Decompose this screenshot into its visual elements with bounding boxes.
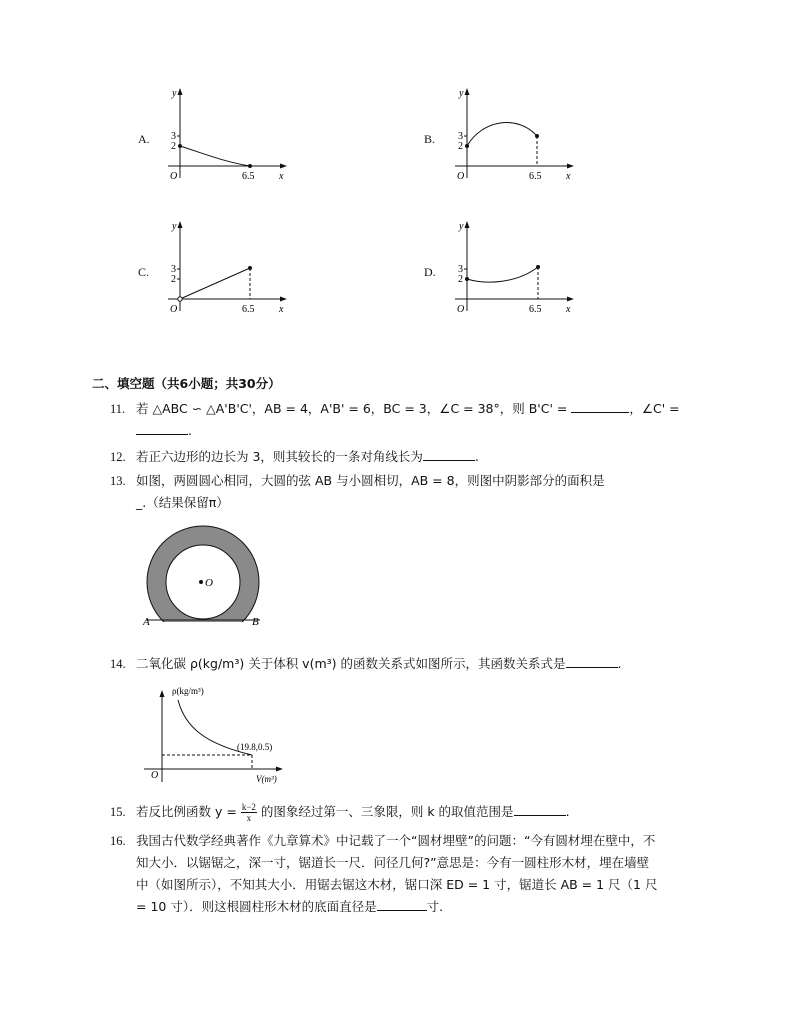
xtick: 6.5 <box>242 171 255 182</box>
ytick-2: 2 <box>458 274 463 285</box>
question-14: 14. 二氧化碳 ρ(kg/m³) 关于体积 v(m³) 的函数关系式如图所示，其函数关系式是 . <box>110 653 710 675</box>
option-d-graph <box>447 219 577 315</box>
answer-blank <box>566 655 618 668</box>
ytick-3: 3 <box>171 264 176 275</box>
option-d-letter: D. <box>424 265 436 279</box>
center-label: O <box>205 577 213 589</box>
y-axis-label: ρ(kg/m³) <box>172 686 204 696</box>
answer-blank <box>514 803 566 816</box>
ytick-2: 2 <box>171 141 176 152</box>
axis-label-y: y <box>172 88 177 99</box>
fraction: $\frac{k-2}{x}$ <box>241 802 256 823</box>
question-number: 11. <box>110 402 126 416</box>
question-number: 14. <box>110 657 126 671</box>
option-c-letter: C. <box>138 265 150 279</box>
axis-label-y: y <box>459 221 464 232</box>
ytick-2: 2 <box>171 274 176 285</box>
question-11: 11. 若 △ABC ∽ △A'B'C'，AB = 4，A'B' = 6，BC = 3，∠C = 38°，则 B'C' = ，∠C' = . <box>110 398 710 442</box>
xtick: 6.5 <box>529 304 542 315</box>
origin-label: O <box>457 304 465 315</box>
ytick-3: 3 <box>458 264 463 275</box>
question-16: 16. 我国古代数学经典著作《九章算术》中记载了一个“圆材埋壁”的问题：“今有圆材埋在壁中，不 知大小．以锯锯之，深一寸，锯道长一尺．问径几何?”意思是：今有一圆柱形木材，埋在墙壁 中（如图所示），不知其大小．用锯去锯这木材，锯口深 ED = 1 寸，锯道长 AB = 1 尺（1 尺 = 10 寸）．则这根圆柱形木材的底面直径是 寸. <box>110 830 710 918</box>
origin-label: O <box>151 770 159 781</box>
x-axis-label: V(m³) <box>256 774 277 784</box>
option-b-graph <box>447 86 577 182</box>
density-volume-graph <box>140 682 290 788</box>
origin-label: O <box>457 171 465 182</box>
option-b-letter: B. <box>424 132 436 146</box>
question-number: 16. <box>110 834 126 848</box>
option-a-graph <box>160 86 290 182</box>
axis-label-x: x <box>279 304 284 315</box>
answer-blank <box>136 422 188 435</box>
question-12: 12. 若正六边形的边长为 3，则其较长的一条对角线长为 . <box>110 446 710 468</box>
point-label: (19.8,0.5) <box>237 742 273 752</box>
xtick: 6.5 <box>529 171 542 182</box>
concentric-circles-figure <box>138 524 273 632</box>
axis-label-y: y <box>459 88 464 99</box>
ytick-3: 3 <box>458 131 463 142</box>
answer-blank <box>571 400 629 413</box>
option-c-graph <box>160 219 290 315</box>
axis-label-x: x <box>279 171 284 182</box>
question-15: 15. 若反比例函数 y = $\frac{k-2}{x}$ 的图象经过第一、三象限，则 k 的取值范围是 . <box>110 802 570 823</box>
ytick-3: 3 <box>171 131 176 142</box>
origin-label: O <box>170 304 178 315</box>
question-number: 15. <box>110 805 126 819</box>
option-a-letter: A. <box>138 132 150 146</box>
question-13: 13. 如图，两圆圆心相同，大圆的弦 AB 与小圆相切，AB = 8，则图中阴影部分的面积是 _.（结果保留π） <box>110 470 710 514</box>
answer-blank <box>377 898 427 911</box>
ytick-2: 2 <box>458 141 463 152</box>
xtick: 6.5 <box>242 304 255 315</box>
question-number: 13. <box>110 474 126 488</box>
question-number: 12. <box>110 450 126 464</box>
point-a-label: A <box>143 616 150 628</box>
section-title: 二、填空题（共6小题；共30分） <box>92 376 281 391</box>
answer-blank <box>423 448 475 461</box>
origin-label: O <box>170 171 178 182</box>
axis-label-x: x <box>566 171 571 182</box>
axis-label-y: y <box>172 221 177 232</box>
point-b-label: B <box>252 616 259 628</box>
axis-label-x: x <box>566 304 571 315</box>
